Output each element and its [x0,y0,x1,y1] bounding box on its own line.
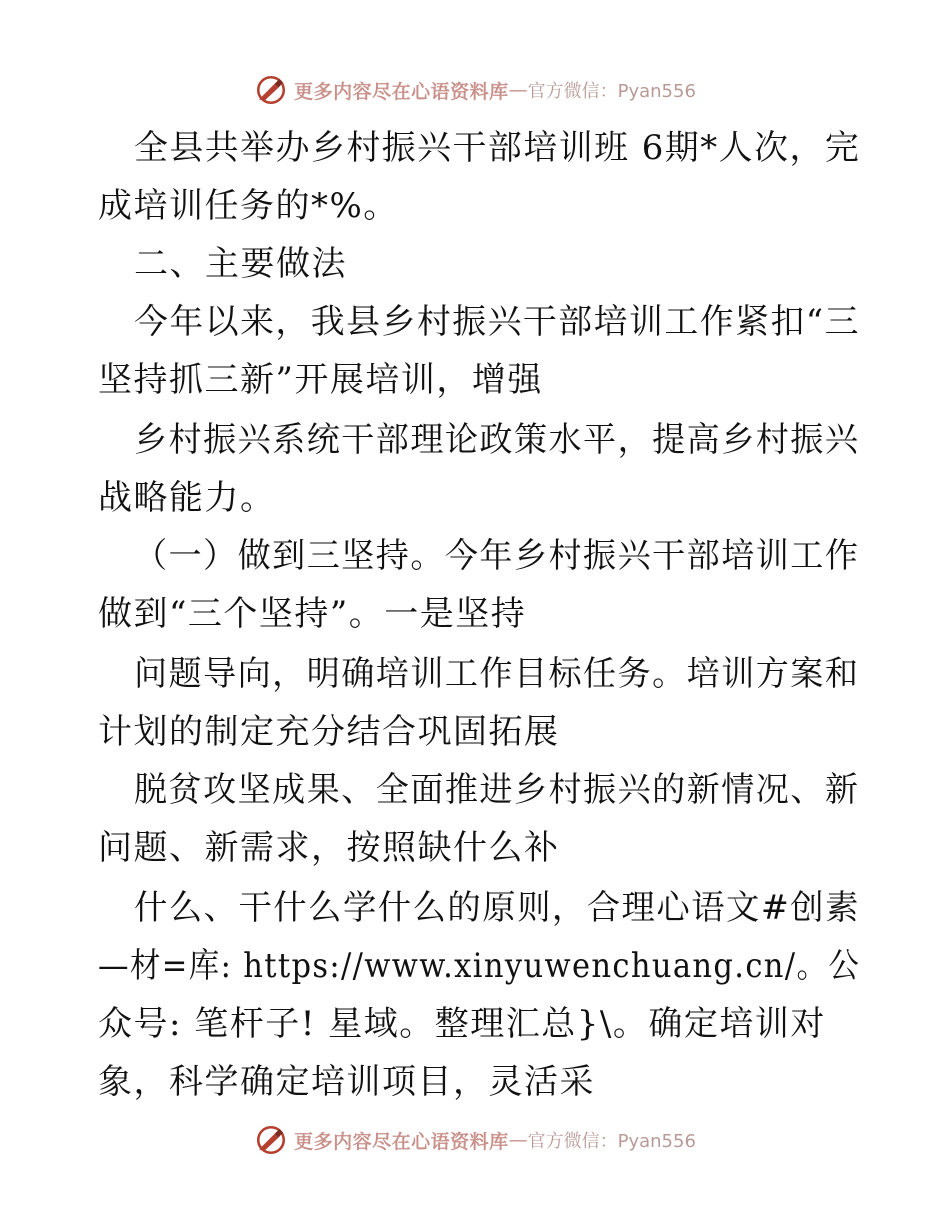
text-line-7: 战略能力。 [98,478,276,518]
text-line-4: 今年以来，我县乡村振兴干部培训工作紧扣“三 [134,302,860,342]
text-line-1: 全县共举办乡村振兴干部培训班 6期*人次，完 [134,128,861,168]
footer-watermark [0,1120,950,1160]
watermark-main-text: 更多内容尽在心语资料库 [294,1130,509,1153]
text-line-17: 象，科学确定培训项目，灵活采 [98,1062,595,1102]
text-line-2: 成培训任务的*%。 [98,186,399,226]
watermark-dash: — [508,79,528,101]
watermark-wechat-text: 官方微信：Pyan556 [527,1131,696,1152]
text-line-16: 众号: 笔杆子! 星域。整理汇总}\。确定培训对 [98,1004,826,1044]
text-line-14: 什么、干什么学什么的原则，合理心语文#创素 [134,888,860,928]
watermark-wechat-text: 官方微信：Pyan556 [527,81,696,102]
text-line-15: —材=库: https://www.xinyuwenchuang.cn/。公 [98,946,861,986]
section-heading: 二、主要做法 [134,244,347,284]
text-line-9: 做到“三个坚持”。一是坚持 [98,594,527,634]
text-line-11: 计划的制定充分结合巩固拓展 [98,712,560,752]
watermark-dash: — [508,1129,528,1151]
header-watermark [0,70,950,110]
text-line-10: 问题导向，明确培训工作目标任务。培训方案和 [134,654,860,694]
text-line-13: 问题、新需求，按照缺什么补 [98,828,560,868]
text-line-12: 脱贫攻坚成果、全面推进乡村振兴的新情况、新 [134,770,860,810]
text-line-8: （一）做到三坚持。今年乡村振兴干部培训工作 [134,536,860,576]
pen-nib-circle-icon [254,1123,288,1157]
text-line-5: 坚持抓三新”开展培训，增强 [98,360,543,400]
watermark-main-text: 更多内容尽在心语资料库 [294,80,509,103]
text-line-6: 乡村振兴系统干部理论政策水平，提高乡村振兴 [134,420,860,460]
pen-nib-circle-icon [254,73,288,107]
